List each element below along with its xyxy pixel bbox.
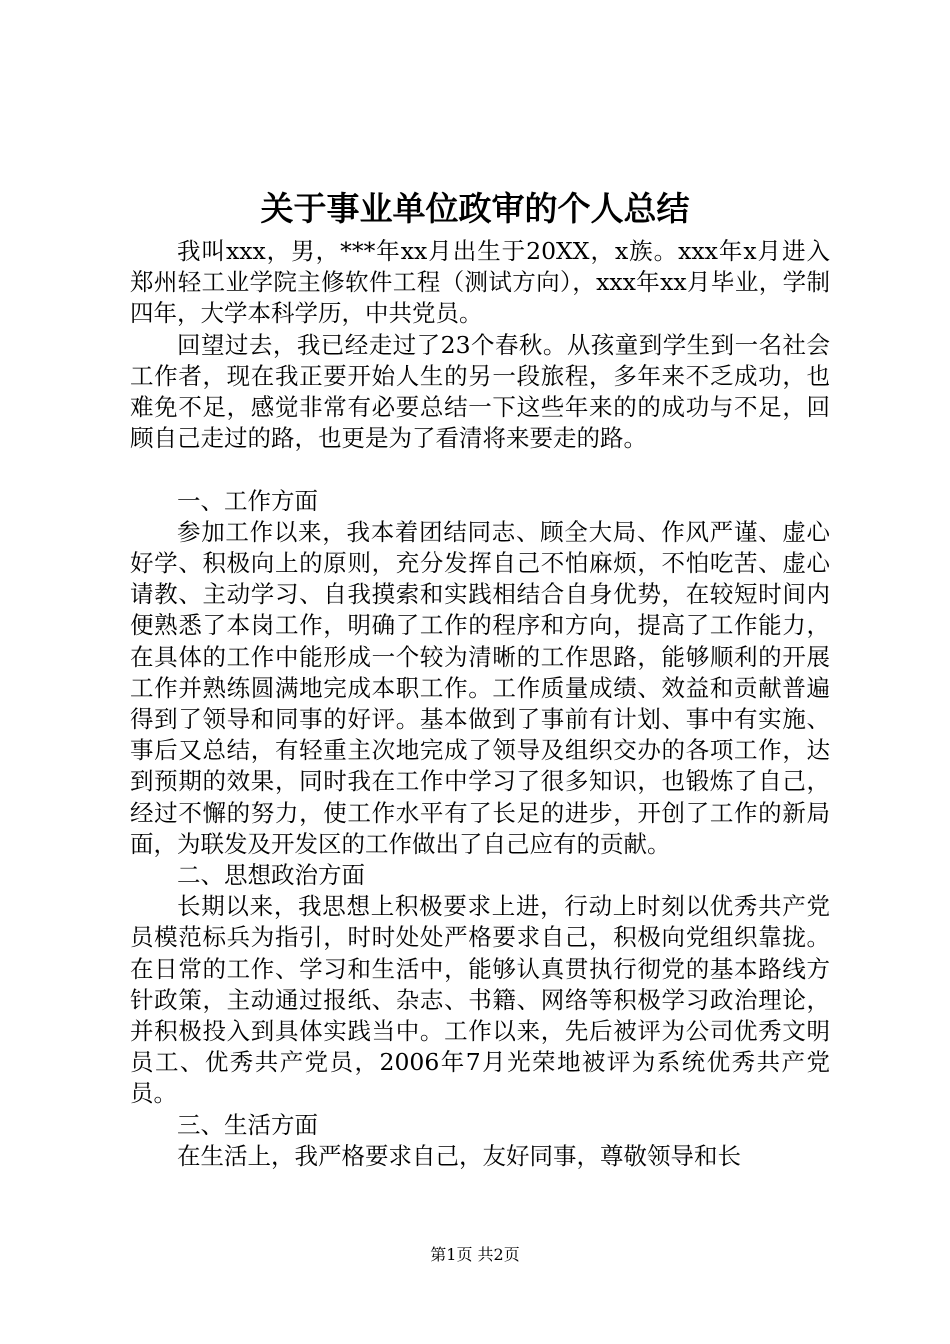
- section-heading-life: 三、生活方面: [177, 1110, 318, 1139]
- blank-line: [130, 454, 830, 485]
- reflection-paragraph: 回望过去，我已经走过了23个春秋。从孩童到学生到一名社会工作者，现在我正要开始人生的另一段旅程，多年来不乏成功，也难免不足，感觉非常有必要总结一下这些年来的的成功与不足，回顾自己走过的路，也更是为了看清将来要走的路。: [130, 330, 830, 453]
- document-title: 关于事业单位政审的个人总结: [260, 189, 690, 228]
- document-body: [130, 236, 830, 1172]
- section-text-work: 参加工作以来，我本着团结同志、顾全大局、作风严谨、虚心好学、积极向上的原则，充分发挥自己不怕麻烦，不怕吃苦、虚心请教、主动学习、自我摸索和实践相结合自身优势，在较短时间内便熟悉了本岗工作，明确了工作的程序和方向，提高了工作能力，在具体的工作中能形成一个较为清晰的工作思路，能够顺利的开展工作并熟练圆满地完成本职工作。工作质量成绩、效益和贡献普遍得到了领导和同事的好评。基本做到了事前有计划、事中有实施、事后又总结，有轻重主次地完成了领导及组织交办的各项工作，达到预期的效果，同时我在工作中学习了很多知识，也锻炼了自己，经过不懈的努力，使工作水平有了长足的进步，开创了工作的新局面，为联发及开发区的工作做出了自己应有的贡献。: [130, 517, 830, 858]
- intro-paragraph: 我叫xxx，男，***年xx月出生于20XX，x族。xxx年x月进入郑州轻工业学院主修软件工程（测试方向），xxx年xx月毕业，学制四年，大学本科学历，中共党员。: [130, 237, 830, 328]
- section-text-life: 在生活上，我严格要求自己，友好同事，尊敬领导和长: [177, 1141, 741, 1170]
- page-footer: 第1页 共2页: [430, 1245, 520, 1264]
- section-heading-work: 一、工作方面: [177, 486, 318, 515]
- section-text-politics: 长期以来，我思想上积极要求上进，行动上时刻以优秀共产党员模范标兵为指引，时时处处严格要求自己，积极向党组织靠拢。在日常的工作、学习和生活中，能够认真贯执行彻党的基本路线方针政策，主动通过报纸、杂志、书籍、网络等积极学习政治理论，并积极投入到具体实践当中。工作以来，先后被评为公司优秀文明员工、优秀共产党员，2006年7月光荣地被评为系统优秀共产党员。: [130, 892, 830, 1108]
- section-heading-politics: 二、思想政治方面: [177, 861, 365, 890]
